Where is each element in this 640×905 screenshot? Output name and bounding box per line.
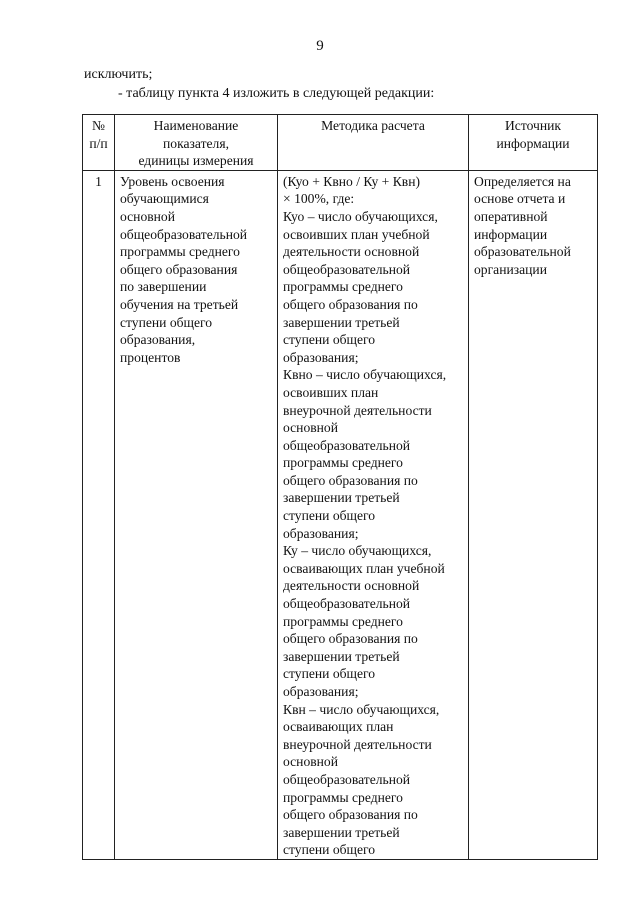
cell-text-line: завершении третьей	[283, 648, 400, 664]
cell-text-line: общеобразовательной	[283, 771, 411, 787]
cell-text-line: Уровень освоения	[120, 173, 225, 189]
cell-text-line: по завершении	[120, 279, 207, 295]
cell-text-line: ступени общего	[283, 842, 376, 858]
header-line: информации	[496, 135, 570, 151]
cell-text-line: Квн – число обучающихся,	[283, 701, 440, 717]
intro-text-exclude: исключить;	[84, 67, 153, 82]
cell-text-line: основной	[283, 420, 339, 436]
cell-text-line: Ку – число обучающихся,	[283, 543, 432, 559]
intro-text-table-instruction: - таблицу пункта 4 изложить в следующей редакции:	[118, 86, 435, 101]
cell-text-line: ступени общего	[283, 666, 376, 682]
header-line: Методика расчета	[321, 118, 425, 133]
cell-text-line: осваивающих план учебной	[283, 560, 445, 576]
cell-text-line: программы среднего	[283, 279, 403, 295]
cell-text-line: общего образования	[120, 261, 238, 277]
cell-text-line: образовательной	[474, 244, 571, 260]
cell-text-line: Куо – число обучающихся,	[283, 208, 438, 224]
header-line: показателя,	[163, 135, 229, 151]
cell-text-line: завершении третьей	[283, 314, 400, 330]
cell-text-line: общего образования по	[283, 631, 418, 647]
cell-text-line: ступени общего	[120, 314, 213, 330]
cell-text-line: Определяется на	[474, 173, 571, 189]
cell-text-line: программы среднего	[283, 455, 403, 471]
page-number: 9	[316, 38, 324, 54]
cell-text-line: процентов	[120, 349, 181, 365]
table-row	[83, 170, 598, 859]
cell-text-line: программы среднего	[120, 244, 240, 260]
cell-text-line: освоивших план учебной	[283, 226, 430, 242]
cell-text-line: общеобразовательной	[120, 226, 248, 242]
header-line: Источник	[504, 118, 562, 133]
cell-text-line: оперативной	[474, 208, 548, 224]
header-line: Наименование	[153, 118, 239, 133]
cell-text-line: завершении третьей	[283, 490, 400, 506]
table-header-row	[83, 115, 598, 171]
cell-text-line: внеурочной деятельности	[283, 736, 432, 752]
cell-text-line: осваивающих план	[283, 719, 394, 735]
cell-text-line: освоивших план	[283, 384, 379, 400]
cell-text-line: образования;	[283, 349, 359, 365]
row-number-cell: 1	[83, 170, 115, 859]
cell-text-line: образования,	[120, 332, 196, 348]
cell-text-line: × 100%, где:	[283, 191, 355, 207]
cell-text-line: Квно – число обучающихся,	[283, 367, 447, 383]
cell-text-line: ступени общего	[283, 508, 376, 524]
cell-text-line: основной	[283, 754, 339, 770]
cell-text-line: общего образования по	[283, 472, 418, 488]
cell-text-line: (Куо + Квно / Ку + Квн)	[283, 173, 421, 189]
cell-text-line: общеобразовательной	[283, 437, 411, 453]
cell-text-line: завершении третьей	[283, 824, 400, 840]
cell-text-line: основе отчета и	[474, 191, 566, 207]
cell-text-line: общеобразовательной	[283, 261, 411, 277]
cell-text-line: обучения на третьей	[120, 296, 239, 312]
header-indicator-name	[115, 115, 278, 171]
header-method	[278, 115, 469, 171]
cell-text-line: программы среднего	[283, 613, 403, 629]
header-line: №	[92, 118, 105, 133]
cell-text-line: общеобразовательной	[283, 596, 411, 612]
cell-text-line: обучающимися	[120, 191, 209, 207]
cell-text-line: программы среднего	[283, 789, 403, 805]
header-line: п/п	[89, 135, 108, 151]
header-source	[469, 115, 598, 171]
cell-text-line: внеурочной деятельности	[283, 402, 432, 418]
cell-text-line: информации	[474, 226, 548, 242]
method-cell	[278, 170, 469, 859]
cell-text-line: организации	[474, 261, 547, 277]
cell-text-line: ступени общего	[283, 332, 376, 348]
cell-text-line: общего образования по	[283, 296, 418, 312]
cell-text-line: деятельности основной	[283, 244, 420, 260]
source-cell	[469, 170, 598, 859]
cell-text-line: образования;	[283, 684, 359, 699]
header-number	[83, 115, 115, 171]
indicator-name-cell	[115, 170, 278, 859]
cell-text-line: образования;	[283, 525, 359, 541]
indicator-table	[82, 114, 598, 860]
cell-text-line: деятельности основной	[283, 578, 420, 594]
header-line: единицы измерения	[138, 153, 254, 169]
cell-text-line: общего образования по	[283, 807, 418, 823]
cell-text-line: основной	[120, 208, 176, 224]
